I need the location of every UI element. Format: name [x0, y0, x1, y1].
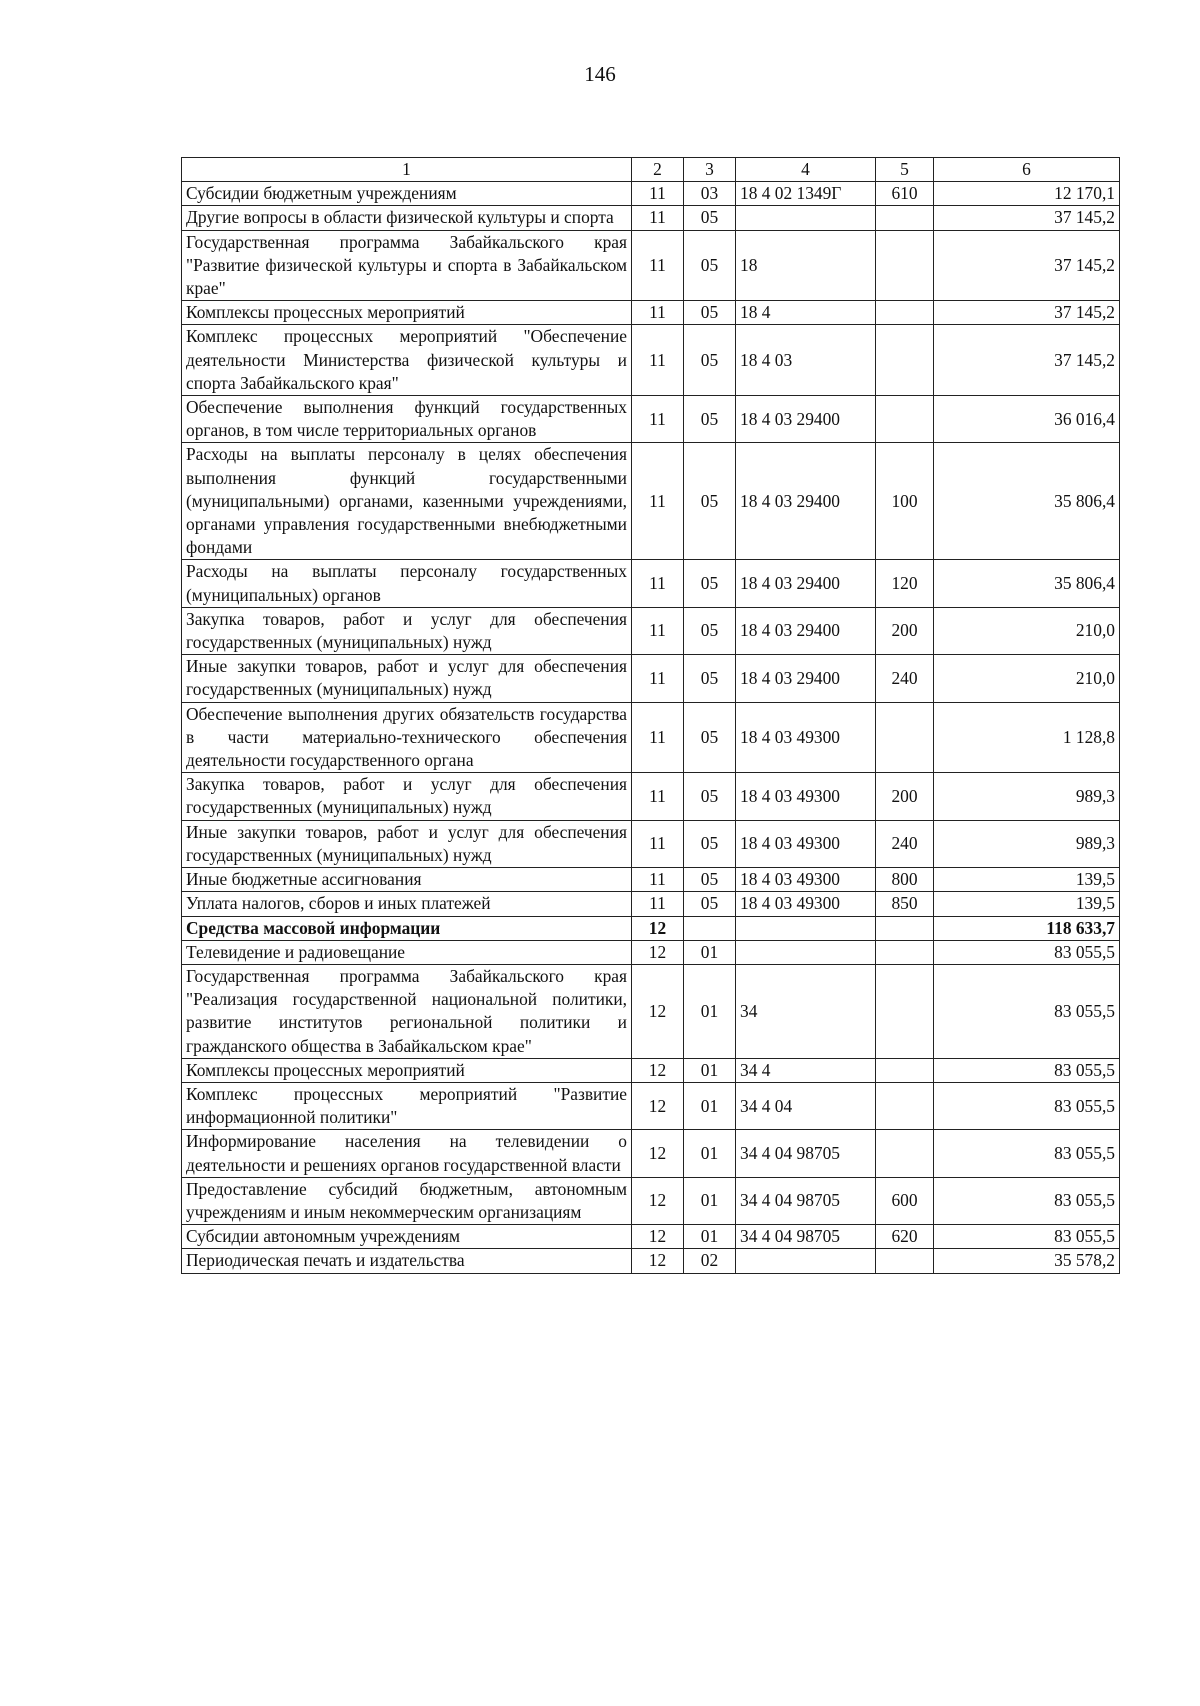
column-header-2: 2 — [632, 158, 684, 182]
row-expense-type-cell: 120 — [876, 560, 934, 607]
row-amount-cell: 12 170,1 — [934, 182, 1120, 206]
row-target-article-cell: 18 4 03 29400 — [736, 560, 876, 607]
row-name-cell: Комплексы процессных мероприятий — [182, 1058, 632, 1082]
row-section-cell: 11 — [632, 773, 684, 820]
column-header-6: 6 — [934, 158, 1120, 182]
column-header-4: 4 — [736, 158, 876, 182]
table-row — [182, 325, 1120, 396]
row-expense-type-cell — [876, 1130, 934, 1177]
row-section-cell: 12 — [632, 1177, 684, 1224]
row-target-article-cell: 18 — [736, 230, 876, 301]
row-section-cell: 11 — [632, 396, 684, 443]
row-section-cell: 11 — [632, 607, 684, 654]
table-row — [182, 702, 1120, 773]
row-expense-type-cell: 240 — [876, 655, 934, 702]
row-section-cell: 11 — [632, 182, 684, 206]
column-header-3: 3 — [684, 158, 736, 182]
row-subsection-cell: 01 — [684, 964, 736, 1058]
row-subsection-cell: 05 — [684, 868, 736, 892]
row-name-cell: Комплекс процессных мероприятий "Развитие информационной политики" — [182, 1082, 632, 1129]
row-subsection-cell — [684, 916, 736, 940]
row-name-cell: Средства массовой информации — [182, 916, 632, 940]
row-subsection-cell: 05 — [684, 892, 736, 916]
row-amount-cell: 83 055,5 — [934, 940, 1120, 964]
row-subsection-cell: 05 — [684, 560, 736, 607]
row-section-cell: 11 — [632, 230, 684, 301]
row-amount-cell: 35 806,4 — [934, 443, 1120, 560]
row-target-article-cell: 18 4 — [736, 301, 876, 325]
row-name-cell: Государственная программа Забайкальского края "Реализация государственной национальной политики, развитие институтов региональной политики и гражданского общества в Забайкальском крае" — [182, 964, 632, 1058]
row-expense-type-cell — [876, 940, 934, 964]
row-section-cell: 11 — [632, 560, 684, 607]
row-name-cell: Телевидение и радиовещание — [182, 940, 632, 964]
table-row — [182, 1082, 1120, 1129]
row-subsection-cell: 05 — [684, 206, 736, 230]
row-section-cell: 12 — [632, 964, 684, 1058]
row-target-article-cell: 18 4 03 49300 — [736, 820, 876, 867]
row-target-article-cell — [736, 206, 876, 230]
row-subsection-cell: 01 — [684, 1177, 736, 1224]
row-name-cell: Информирование населения на телевидении о деятельности и решениях органов государственной власти — [182, 1130, 632, 1177]
row-section-cell: 11 — [632, 655, 684, 702]
row-section-cell: 11 — [632, 206, 684, 230]
row-subsection-cell: 05 — [684, 230, 736, 301]
row-expense-type-cell: 240 — [876, 820, 934, 867]
row-expense-type-cell — [876, 702, 934, 773]
row-target-article-cell — [736, 1249, 876, 1273]
row-expense-type-cell: 620 — [876, 1225, 934, 1249]
row-subsection-cell: 05 — [684, 702, 736, 773]
row-expense-type-cell — [876, 325, 934, 396]
row-subsection-cell: 03 — [684, 182, 736, 206]
row-target-article-cell: 18 4 03 49300 — [736, 892, 876, 916]
row-target-article-cell: 34 4 04 — [736, 1082, 876, 1129]
row-target-article-cell: 18 4 03 — [736, 325, 876, 396]
row-section-cell: 11 — [632, 443, 684, 560]
row-subsection-cell: 05 — [684, 820, 736, 867]
table-row — [182, 1130, 1120, 1177]
row-name-cell: Комплекс процессных мероприятий "Обеспечение деятельности Министерства физической культуры и спорта Забайкальского края" — [182, 325, 632, 396]
row-expense-type-cell: 100 — [876, 443, 934, 560]
row-section-cell: 12 — [632, 1249, 684, 1273]
row-amount-cell: 83 055,5 — [934, 1225, 1120, 1249]
row-name-cell: Иные закупки товаров, работ и услуг для обеспечения государственных (муниципальных) нужд — [182, 655, 632, 702]
table-row — [182, 396, 1120, 443]
row-amount-cell: 210,0 — [934, 655, 1120, 702]
row-amount-cell: 37 145,2 — [934, 325, 1120, 396]
page-number: 146 — [584, 62, 616, 86]
row-amount-cell: 37 145,2 — [934, 230, 1120, 301]
row-subsection-cell: 05 — [684, 325, 736, 396]
row-subsection-cell: 05 — [684, 607, 736, 654]
row-target-article-cell: 18 4 03 29400 — [736, 655, 876, 702]
row-amount-cell: 989,3 — [934, 773, 1120, 820]
row-name-cell: Субсидии автономным учреждениям — [182, 1225, 632, 1249]
row-subsection-cell: 05 — [684, 301, 736, 325]
row-expense-type-cell — [876, 964, 934, 1058]
row-section-cell: 12 — [632, 1082, 684, 1129]
row-amount-cell: 1 128,8 — [934, 702, 1120, 773]
row-expense-type-cell: 800 — [876, 868, 934, 892]
row-expense-type-cell — [876, 301, 934, 325]
row-subsection-cell: 01 — [684, 1058, 736, 1082]
row-expense-type-cell — [876, 230, 934, 301]
row-name-cell: Закупка товаров, работ и услуг для обеспечения государственных (муниципальных) нужд — [182, 607, 632, 654]
row-target-article-cell — [736, 916, 876, 940]
table-body — [182, 182, 1120, 1273]
table-row — [182, 206, 1120, 230]
row-target-article-cell: 18 4 03 49300 — [736, 702, 876, 773]
row-amount-cell: 83 055,5 — [934, 1130, 1120, 1177]
row-amount-cell: 35 578,2 — [934, 1249, 1120, 1273]
table-row — [182, 1058, 1120, 1082]
table-row — [182, 940, 1120, 964]
row-section-cell: 12 — [632, 1058, 684, 1082]
row-expense-type-cell: 610 — [876, 182, 934, 206]
row-target-article-cell: 18 4 03 29400 — [736, 443, 876, 560]
row-amount-cell: 36 016,4 — [934, 396, 1120, 443]
row-expense-type-cell — [876, 1249, 934, 1273]
row-name-cell: Закупка товаров, работ и услуг для обеспечения государственных (муниципальных) нужд — [182, 773, 632, 820]
row-amount-cell: 139,5 — [934, 892, 1120, 916]
row-name-cell: Предоставление субсидий бюджетным, автономным учреждениям и иным некоммерческим организациям — [182, 1177, 632, 1224]
row-section-cell: 11 — [632, 325, 684, 396]
row-amount-cell: 83 055,5 — [934, 1177, 1120, 1224]
row-name-cell: Обеспечение выполнения функций государственных органов, в том числе территориальных органов — [182, 396, 632, 443]
row-section-cell: 11 — [632, 868, 684, 892]
row-target-article-cell — [736, 940, 876, 964]
row-subsection-cell: 01 — [684, 1082, 736, 1129]
row-expense-type-cell: 200 — [876, 607, 934, 654]
row-target-article-cell: 18 4 03 49300 — [736, 868, 876, 892]
table-row — [182, 1177, 1120, 1224]
row-expense-type-cell — [876, 1058, 934, 1082]
row-target-article-cell: 34 4 04 98705 — [736, 1177, 876, 1224]
row-subsection-cell: 01 — [684, 1225, 736, 1249]
row-amount-cell: 37 145,2 — [934, 206, 1120, 230]
table-row — [182, 773, 1120, 820]
row-name-cell: Обеспечение выполнения других обязательств государства в части материально-технического обеспечения деятельности государственного органа — [182, 702, 632, 773]
table-row — [182, 1225, 1120, 1249]
column-header-1: 1 — [182, 158, 632, 182]
row-section-cell: 11 — [632, 892, 684, 916]
row-expense-type-cell: 850 — [876, 892, 934, 916]
row-section-cell: 11 — [632, 702, 684, 773]
row-name-cell: Субсидии бюджетным учреждениям — [182, 182, 632, 206]
row-target-article-cell: 34 4 — [736, 1058, 876, 1082]
budget-table — [181, 157, 1120, 1274]
row-amount-cell: 35 806,4 — [934, 560, 1120, 607]
row-section-cell: 12 — [632, 1130, 684, 1177]
row-section-cell: 12 — [632, 1225, 684, 1249]
row-name-cell: Государственная программа Забайкальского края "Развитие физической культуры и спорта в Забайкальском крае" — [182, 230, 632, 301]
row-expense-type-cell — [876, 396, 934, 443]
row-name-cell: Периодическая печать и издательства — [182, 1249, 632, 1273]
row-target-article-cell: 18 4 03 49300 — [736, 773, 876, 820]
table-row — [182, 892, 1120, 916]
table-row — [182, 964, 1120, 1058]
row-target-article-cell: 18 4 03 29400 — [736, 607, 876, 654]
table-row — [182, 443, 1120, 560]
table-row — [182, 1249, 1120, 1273]
row-name-cell: Комплексы процессных мероприятий — [182, 301, 632, 325]
row-subsection-cell: 05 — [684, 443, 736, 560]
row-name-cell: Расходы на выплаты персоналу государственных (муниципальных) органов — [182, 560, 632, 607]
row-amount-cell: 83 055,5 — [934, 964, 1120, 1058]
column-header-5: 5 — [876, 158, 934, 182]
row-name-cell: Уплата налогов, сборов и иных платежей — [182, 892, 632, 916]
row-subsection-cell: 02 — [684, 1249, 736, 1273]
row-name-cell: Расходы на выплаты персоналу в целях обеспечения выполнения функций государственными (муниципальными) органами, казенными учреждениями, органами управления государственными внебюджетными фондами — [182, 443, 632, 560]
table-row — [182, 607, 1120, 654]
row-subsection-cell: 01 — [684, 1130, 736, 1177]
table-row — [182, 560, 1120, 607]
row-subsection-cell: 05 — [684, 396, 736, 443]
table-row — [182, 916, 1120, 940]
row-amount-cell: 118 633,7 — [934, 916, 1120, 940]
row-name-cell: Другие вопросы в области физической культуры и спорта — [182, 206, 632, 230]
row-target-article-cell: 34 — [736, 964, 876, 1058]
row-expense-type-cell: 600 — [876, 1177, 934, 1224]
row-subsection-cell: 05 — [684, 773, 736, 820]
table-row — [182, 230, 1120, 301]
table-row — [182, 182, 1120, 206]
table-row — [182, 655, 1120, 702]
row-section-cell: 11 — [632, 301, 684, 325]
row-target-article-cell: 34 4 04 98705 — [736, 1130, 876, 1177]
row-expense-type-cell — [876, 916, 934, 940]
row-subsection-cell: 01 — [684, 940, 736, 964]
row-expense-type-cell — [876, 1082, 934, 1129]
row-expense-type-cell — [876, 206, 934, 230]
table-row — [182, 301, 1120, 325]
table-row — [182, 820, 1120, 867]
row-target-article-cell: 34 4 04 98705 — [736, 1225, 876, 1249]
row-target-article-cell: 18 4 02 1349Г — [736, 182, 876, 206]
row-expense-type-cell: 200 — [876, 773, 934, 820]
row-target-article-cell: 18 4 03 29400 — [736, 396, 876, 443]
row-amount-cell: 139,5 — [934, 868, 1120, 892]
row-name-cell: Иные закупки товаров, работ и услуг для обеспечения государственных (муниципальных) нужд — [182, 820, 632, 867]
row-section-cell: 11 — [632, 820, 684, 867]
row-amount-cell: 37 145,2 — [934, 301, 1120, 325]
table-row — [182, 868, 1120, 892]
row-amount-cell: 989,3 — [934, 820, 1120, 867]
row-name-cell: Иные бюджетные ассигнования — [182, 868, 632, 892]
table-header-row — [182, 158, 1120, 182]
row-section-cell: 12 — [632, 940, 684, 964]
row-amount-cell: 83 055,5 — [934, 1082, 1120, 1129]
row-amount-cell: 83 055,5 — [934, 1058, 1120, 1082]
row-amount-cell: 210,0 — [934, 607, 1120, 654]
row-subsection-cell: 05 — [684, 655, 736, 702]
row-section-cell: 12 — [632, 916, 684, 940]
